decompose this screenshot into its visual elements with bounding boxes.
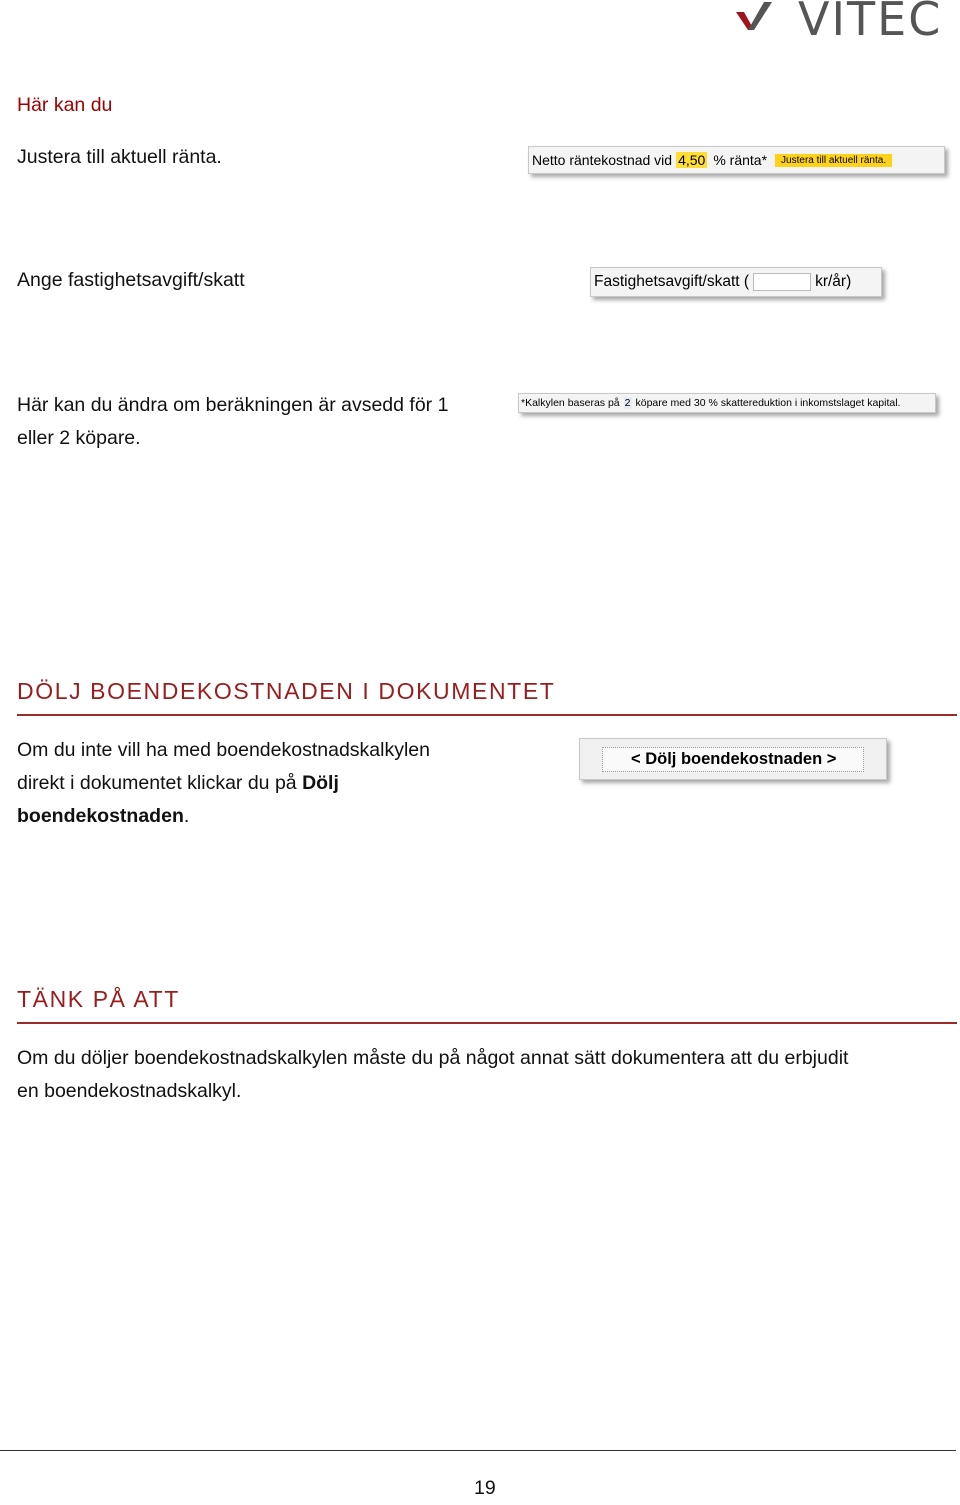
hide-body-bold-2: boendekostnaden	[17, 805, 184, 827]
buyer-count-input[interactable]: 2	[624, 397, 631, 409]
property-tax-label: Fastighetsavgift/skatt (	[594, 273, 750, 290]
buyers-text-after: köpare med 30 % skattereduktion i inkomstslaget kapital.	[635, 397, 901, 409]
section-intro-title: Här kan du	[17, 94, 113, 116]
logo-text: VITEC	[798, 0, 943, 46]
hide-body-line2	[17, 767, 339, 800]
property-tax-input[interactable]	[753, 273, 811, 291]
hide-body-end: .	[183, 805, 190, 827]
note-body-line2: en boendekostnadskalkyl.	[17, 1080, 242, 1102]
hide-section-heading: DÖLJ BOENDEKOSTNADEN I DOKUMENTET	[17, 678, 556, 704]
hide-body-line3	[17, 800, 189, 833]
note-section-heading: TÄNK PÅ ATT	[17, 986, 180, 1012]
hide-section-rule	[17, 714, 957, 716]
vitec-logo	[734, 0, 960, 46]
page-number: 19	[474, 1477, 496, 1499]
footer-rule	[0, 1450, 956, 1451]
interest-instruction: Justera till aktuell ränta.	[17, 146, 222, 168]
property-tax-snippet	[590, 267, 882, 297]
interest-rate-snippet	[528, 146, 945, 174]
property-tax-instruction: Ange fastighetsavgift/skatt	[17, 269, 245, 291]
interest-rate-value[interactable]: 4,50	[678, 152, 706, 168]
hide-body-line1: Om du inte vill ha med boendekostnadskalkylen	[17, 739, 430, 761]
note-section-rule	[17, 1022, 957, 1024]
buyers-text-before: *Kalkylen baseras på	[521, 397, 620, 409]
interest-label-after: % ränta*	[713, 152, 768, 168]
hide-body-bold-1: Dölj	[302, 772, 339, 794]
buyers-instruction-line1: Här kan du ändra om beräkningen är avsedd för 1	[17, 394, 449, 416]
buyers-instruction-line2: eller 2 köpare.	[17, 427, 141, 449]
hide-body-line2-text: direkt i dokumentet klickar du på	[17, 772, 297, 794]
interest-label-before: Netto räntekostnad vid	[532, 152, 673, 168]
hide-button-snippet	[579, 738, 887, 780]
adjust-interest-button[interactable]: Justera till aktuell ränta.	[775, 154, 892, 167]
hide-housing-cost-button[interactable]: < Dölj boendekostnaden >	[602, 747, 864, 772]
vitec-logo-mark-icon	[734, 0, 774, 34]
buyers-snippet	[518, 393, 936, 413]
property-tax-unit: kr/år)	[815, 273, 852, 290]
note-body-line1: Om du döljer boendekostnadskalkylen måste du på något annat sätt dokumentera att du erbjudit	[17, 1047, 849, 1069]
